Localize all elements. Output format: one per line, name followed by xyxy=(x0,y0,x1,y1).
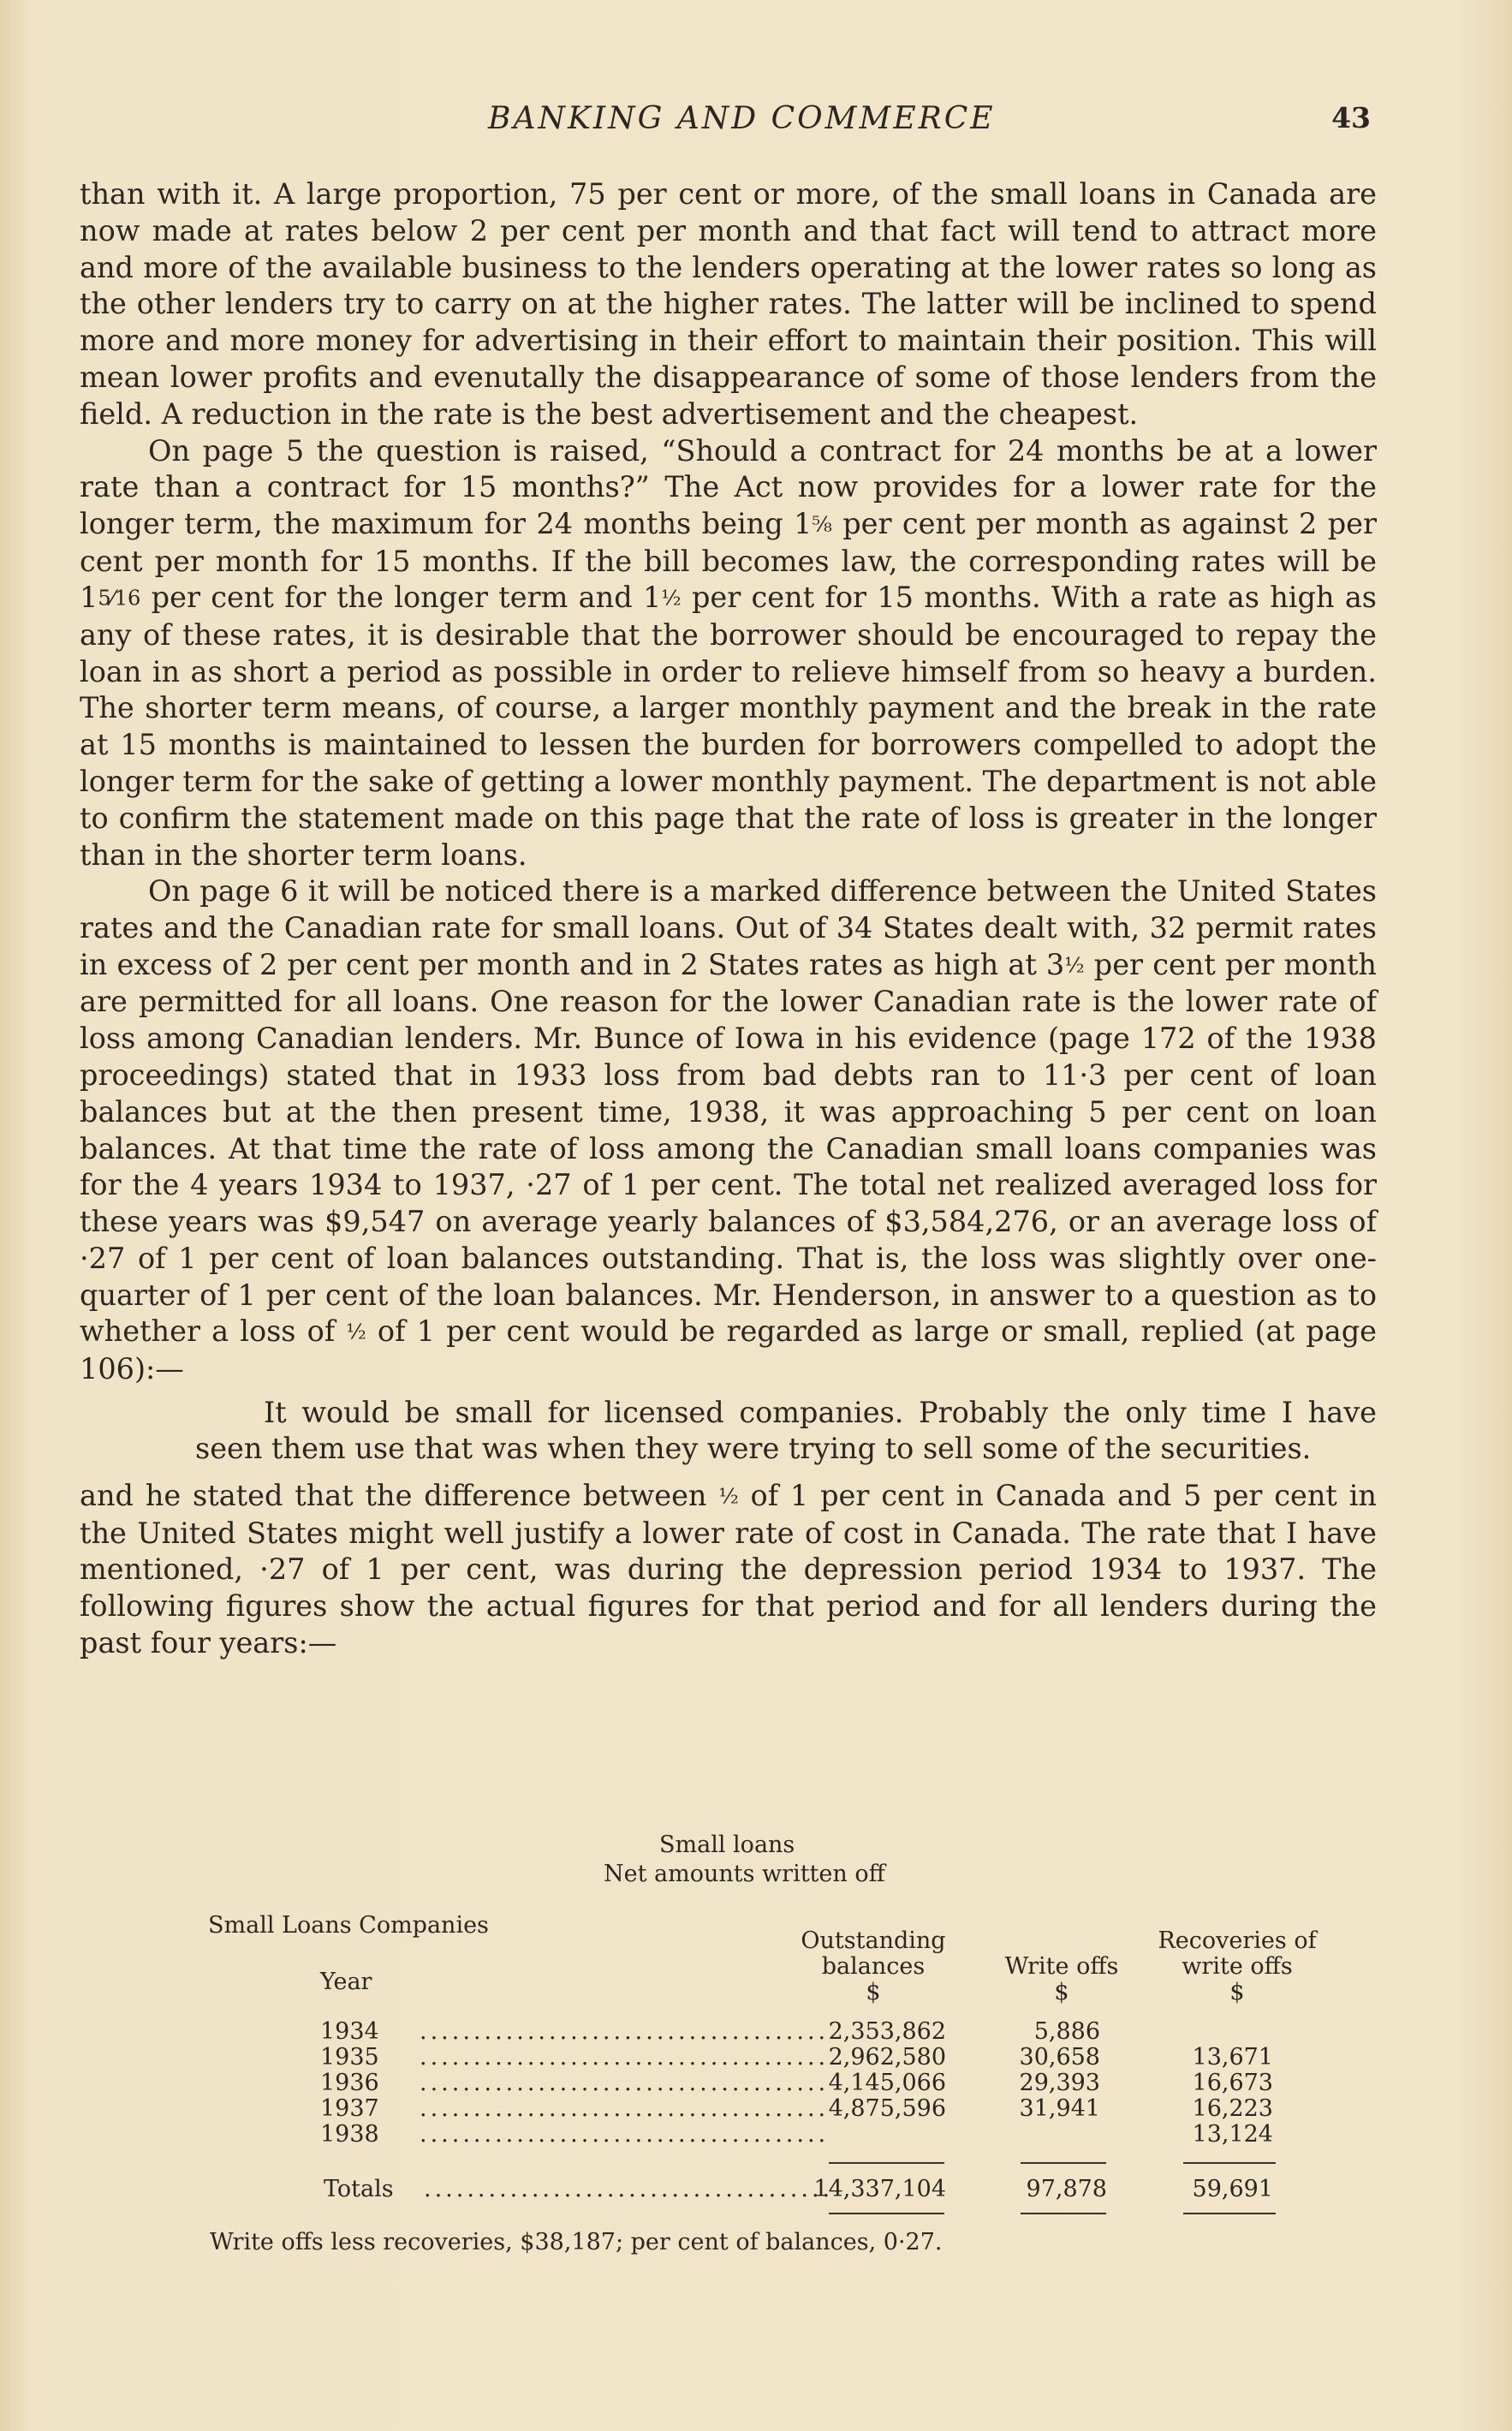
text-run: On page 5 the question is raised, “Should a contract for 24 months be at a lower rate than a contract for 15 months?” The Act now provides for a lower rate for the longer term, the maximum for 24 months being 1 xyxy=(80,433,1377,541)
text-run: of 1 per cent in Canada and 5 per cent in the United States might well justify a lower rate of cost in Canada. The rate that I have mentioned, ·27 of 1 per cent, was during the depression period 1934 to 1937. The following figures show the actual figures for that period and for all lenders during the past four years:— xyxy=(80,1479,1377,1660)
fraction: ½ xyxy=(718,1484,739,1509)
cell-write-offs: 5,886 xyxy=(1033,2018,1100,2045)
row-year: 1934 xyxy=(320,2018,379,2045)
total-balances: 14,337,104 xyxy=(813,2176,946,2202)
cell-balances: 4,875,596 xyxy=(828,2095,946,2122)
row-year: 1936 xyxy=(320,2070,379,2096)
paragraph-3 xyxy=(80,873,1377,1387)
stub-head: Small Loans Companies xyxy=(208,1912,489,1939)
table-caption-line1: Small loans xyxy=(659,1832,795,1858)
text-run: per cent for the longer term and 1 xyxy=(140,581,662,615)
column-head-balances: Outstanding balances $ xyxy=(801,1928,946,2005)
dot-leader: ...................................... xyxy=(424,2176,834,2202)
total-rule xyxy=(1021,2162,1106,2164)
cell-recoveries: 13,671 xyxy=(1192,2044,1273,2071)
total-rule xyxy=(1183,2162,1276,2164)
total-rule xyxy=(1183,2213,1276,2214)
cell-balances: 2,962,580 xyxy=(828,2044,946,2071)
page-number: 43 xyxy=(1331,101,1371,134)
total-rule xyxy=(1021,2213,1106,2214)
paragraph-2 xyxy=(80,433,1377,874)
fraction: ½ xyxy=(661,586,682,611)
column-head-recoveries: Recoveries of write offs $ xyxy=(1158,1928,1317,2005)
dot-leader: ...................................... xyxy=(420,2121,830,2148)
dot-leader: ...................................... xyxy=(420,2070,830,2096)
totals-label: Totals xyxy=(324,2176,394,2202)
cell-write-offs: 31,941 xyxy=(1019,2095,1100,2122)
table-footnote: Write offs less recoveries, $38,187; per cent of balances, 0·27. xyxy=(210,2229,943,2255)
column-head-write-offs: Write offs $ xyxy=(1004,1953,1119,2005)
row-year: 1937 xyxy=(320,2095,379,2122)
cell-balances: 4,145,066 xyxy=(828,2070,946,2096)
text-run: per cent per month are permitted for all loans. One reason for the lower Canadian rate is the lower rate of loss among Canadian lenders. Mr. Bunce of Iowa in his evidence (page 172 of the 1938 proceedings) stated that in 1933 loss from bad debts ran to 11·3 per cent of loan balances but at the then present time, 1938, it was approaching 5 per cent on loan balances. At that time the rate of loss among the Canadian small loans companies was for the 4 years 1934 to 1937, ·27 of 1 per cent. The total net realized averaged loss for these years was $9,547 on average yearly balances of $3,584,276, or an average loss of ·27 of 1 per cent of loan balances outstanding. That is, the loss was slightly over one-quarter of 1 per cent of the loan balances. Mr. Henderson, in answer to a question as to whether a loss of xyxy=(80,947,1377,1349)
page-header xyxy=(0,101,1512,152)
total-rule xyxy=(829,2162,944,2164)
cell-recoveries: 13,124 xyxy=(1192,2121,1273,2148)
fraction: ⅝ xyxy=(812,512,832,537)
table-caption-line2: Net amounts written off xyxy=(604,1861,885,1887)
cell-balances: 2,353,862 xyxy=(828,2018,946,2045)
dot-leader: ...................................... xyxy=(420,2044,830,2071)
paragraph-1: than with it. A large proportion, 75 per cent or more, of the small loans in Canada are now made at rates below 2 per cent per month and that fact will tend to attract more and more of the available business to the lenders operating at the lower rates so long as the other lenders try to carry on at the higher rates. The latter will be inclined to spend more and more money for advertising in their effort to maintain their position. This will mean lower profits and evenutally the disappearance of some of those lenders from the field. A reduction in the rate is the best advertisement and the cheapest. xyxy=(80,177,1377,431)
dot-leader: ...................................... xyxy=(420,2095,830,2122)
fraction: ½ xyxy=(1064,953,1085,978)
paragraph-4 xyxy=(80,1478,1377,1662)
body-text xyxy=(80,176,1377,1662)
cell-recoveries: 16,223 xyxy=(1192,2095,1273,2122)
block-quote: It would be small for licensed companies. Probably the only time I have seen them use that was when they were trying to sell some of the securities. xyxy=(195,1395,1377,1466)
fraction: ½ xyxy=(346,1320,366,1345)
cell-write-offs: 29,393 xyxy=(1019,2070,1100,2096)
text-run: per cent per month as against 2 per cent per month for 15 months. If the bill becomes law, the corresponding rates will be 1 xyxy=(80,507,1378,615)
row-year: 1935 xyxy=(320,2044,379,2071)
text-run: of 1 per cent would be regarded as large or small, replied (at page 106):— xyxy=(80,1314,1377,1385)
total-write-offs: 97,878 xyxy=(1026,2176,1107,2202)
cell-write-offs: 30,658 xyxy=(1019,2044,1100,2071)
text-run: On page 6 it will be noticed there is a marked difference between the United States rates and the Canadian rate for small loans. Out of 34 States dealt with, 32 permit rates in excess of 2 per cent per month and in 2 States rates as high at 3 xyxy=(80,874,1377,981)
dot-leader: ...................................... xyxy=(420,2018,830,2045)
total-rule xyxy=(829,2213,944,2214)
running-title: BANKING AND COMMERCE xyxy=(488,101,996,136)
text-run: per cent for 15 months. With a rate as high as any of these rates, it is desirable that the borrower should be encouraged to repay the loan in as short a period as possible in order to relieve himself from so heavy a burden. The shorter term means, of course, a larger monthly payment and the break in the rate at 15 months is maintained to lessen the burden for borrowers compelled to adopt the longer term for the sake of getting a lower monthly payment. The department is not able to confirm the statement made on this page that the rate of loss is greater in the longer than in the shorter term loans. xyxy=(80,581,1377,872)
total-recoveries: 59,691 xyxy=(1192,2176,1273,2202)
text-run: and he stated that the difference between xyxy=(80,1479,719,1513)
cell-recoveries: 16,673 xyxy=(1192,2070,1273,2096)
fraction: 5⁄16 xyxy=(98,586,141,611)
year-head: Year xyxy=(320,1969,372,1995)
row-year: 1938 xyxy=(320,2121,379,2148)
